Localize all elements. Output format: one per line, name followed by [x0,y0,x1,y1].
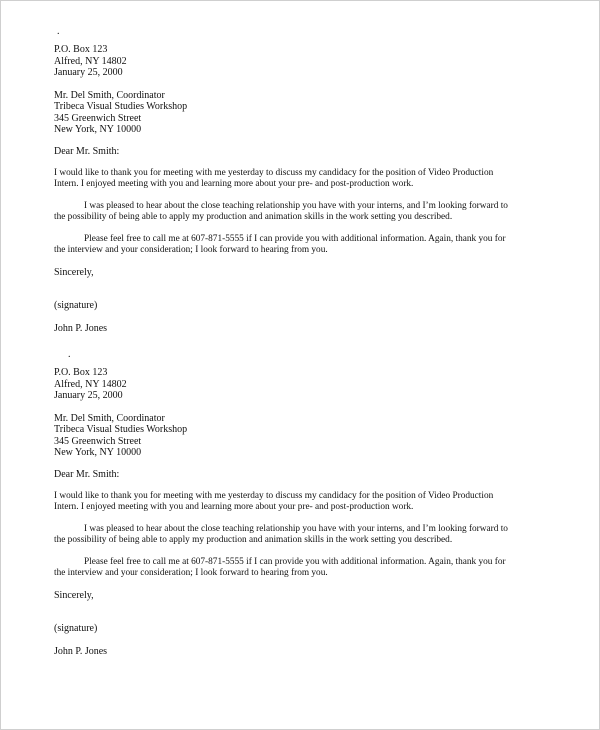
letter-date: January 25, 2000 [54,67,123,78]
recipient-organization: Tribeca Visual Studies Workshop [54,101,188,112]
paragraph-line: the interview and your consideration; I look forward to hearing from you. [54,245,328,255]
recipient-name: Mr. Del Smith, Coordinator [54,89,165,101]
sender-po-box: P.O. Box 123 [54,367,108,378]
paragraph-line: Intern. I enjoyed meeting with you and learning more about your pre- and post-production work. [54,502,414,512]
paragraph-line: I would like to thank you for meeting with me yesterday to discuss my candidacy for the position of Video Production [54,490,494,501]
paragraph-1 [54,168,554,191]
paragraph-line: Please feel free to call me at 607-871-5555 if I can provide you with additional information. Again, thank you for [84,556,506,567]
recipient-organization: Tribeca Visual Studies Workshop [54,424,188,435]
signature-placeholder: (signature) [54,622,98,634]
paragraph-2 [54,524,554,547]
recipient-city: New York, NY 10000 [54,447,142,458]
sender-city: Alfred, NY 14802 [54,378,127,390]
recipient-name: Mr. Del Smith, Coordinator [54,412,165,424]
paragraph-line: I would like to thank you for meeting with me yesterday to discuss my candidacy for the position of Video Production [54,167,494,178]
paragraph-line: Please feel free to call me at 607-871-5555 if I can provide you with additional information. Again, thank you for [84,233,506,244]
stray-mark: . [57,26,60,37]
recipient-city: New York, NY 10000 [54,124,142,135]
paragraph-3 [54,234,554,257]
letter-2 [54,351,554,657]
letter-1 [54,28,554,334]
closing: Sincerely, [54,589,94,601]
sender-name: John P. Jones [54,645,108,657]
paragraph-line: Intern. I enjoyed meeting with you and learning more about your pre- and post-production work. [54,179,414,189]
closing: Sincerely, [54,266,94,278]
letter-date: January 25, 2000 [54,390,123,401]
stray-mark: . [68,349,71,360]
signature-placeholder: (signature) [54,299,98,311]
paragraph-line: I was pleased to hear about the close teaching relationship you have with your interns, and I’m looking forward to [84,523,508,534]
paragraph-line: I was pleased to hear about the close teaching relationship you have with your interns, and I’m looking forward to [84,200,508,211]
recipient-address [54,90,554,136]
salutation: Dear Mr. Smith: [54,145,120,157]
recipient-address [54,413,554,459]
paragraph-line: the interview and your consideration; I look forward to hearing from you. [54,568,328,578]
sender-po-box: P.O. Box 123 [54,44,108,55]
recipient-street: 345 Greenwich Street [54,435,142,447]
paragraph-line: the possibility of being able to apply my production and animation skills in the work setting you described. [54,535,453,545]
sender-address [54,367,554,402]
sender-address [54,44,554,79]
paragraph-2 [54,201,554,224]
recipient-street: 345 Greenwich Street [54,112,142,124]
sender-city: Alfred, NY 14802 [54,55,127,67]
paragraph-3 [54,557,554,580]
paragraph-line: the possibility of being able to apply my production and animation skills in the work setting you described. [54,212,453,222]
paragraph-1 [54,491,554,514]
salutation: Dear Mr. Smith: [54,468,120,480]
sender-name: John P. Jones [54,322,108,334]
